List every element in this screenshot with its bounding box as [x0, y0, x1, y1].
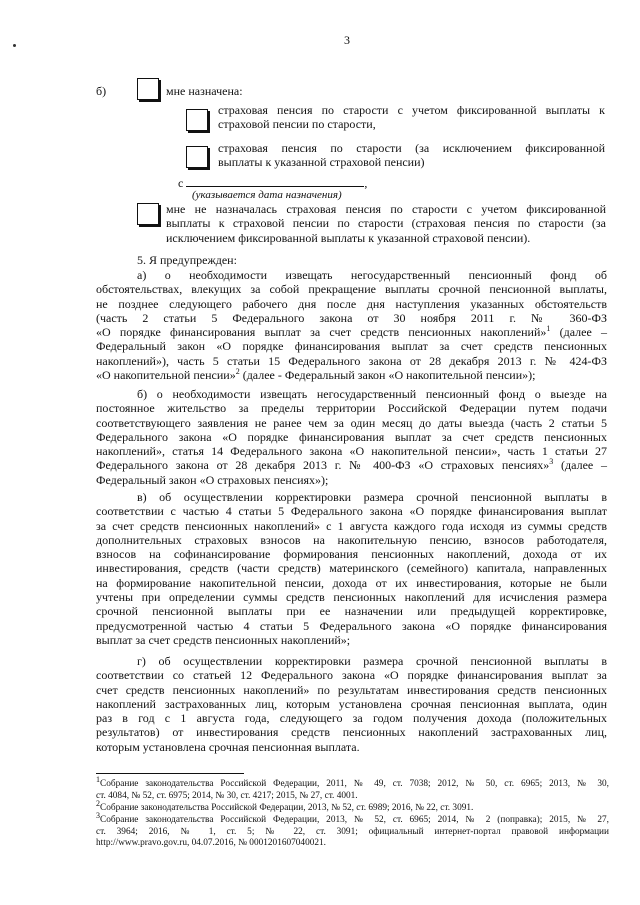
- assignment-date-field[interactable]: с ,: [178, 176, 368, 190]
- paragraph-b: б) о необходимости извещать негосударственный пенсионный фонд о выезде на постоянное жительство за пределы территории Российской Федерации путем подачи соответствующего заявления не ранее чем за один месяц до даты выезда (часть 2 статьи 5 Федерального закона «О порядке финансирования выплат за счет средств пенсионных накоплений», статья 14 Федерального закона «О накопительной пенсии», часть 1 статьи 27 Федерального закона от 28 декабря 2013 г. № 400-ФЗ «О страховых пенсиях»$^3$ (далее – Федеральный закон «О страховых пенсиях»);: [96, 387, 607, 487]
- not-assigned-text: мне не назначалась страховая пенсия по старости с учетом фиксированной выплаты к страховой пенсии по старости (страховая пенсия по старости (за исключением фиксированной выплаты к указанной страховой пенсии).: [166, 202, 606, 245]
- option-with-fixed-text: страховая пенсия по старости с учетом фиксированной выплаты к страховой пенсии по старости,: [218, 103, 605, 132]
- paragraph-g: г) об осуществлении корректировки размера срочной пенсионной выплаты в соответствии со статьей 12 Федерального закона «О порядке финансирования выплат за счет средств пенсионных накоплений» по результатам инвестирования средств пенсионных накоплений застрахованных лиц, которым установлена срочная пенсионная выплата, один раз в год с 1 августа года, следующего за годом получения дохода (положительных результатов) от инвестирования средств пенсионных накоплений застрахованных лиц, которым установлена срочная пенсионная выплата.: [96, 654, 607, 754]
- checkbox-option-without-fixed[interactable]: [186, 146, 208, 168]
- date-hint: (указывается дата назначения): [192, 189, 342, 201]
- checkbox-not-assigned[interactable]: [137, 203, 159, 225]
- footnote-3: $^3$Собрание законодательства Российской Федерации, 2013, № 52, ст. 6965; 2014, № 2 (поправка); 2015, № 27, ст. 3964; 2016, № 1, ст. 5; № 22, ст. 3091; официальный интернет-портал правовой информации http://www.pravo.gov.ru, 04.07.2016, № 0001201607040021.: [96, 810, 609, 849]
- section-b-label: б): [96, 84, 107, 98]
- footnote-2: $^2$Собрание законодательства Российской Федерации, 2013, № 52, ст. 6989; 2016, № 22, ст. 3091.: [96, 798, 474, 813]
- paragraph-a: а) о необходимости извещать негосударственный пенсионный фонд об обстоятельствах, влекущих за собой прекращение выплаты срочной пенсионной выплаты, не позднее следующего рабочего дня после дня наступления указанных обстоятельств (часть 2 статьи 5 Федерального закона от 30 ноября 2011 г. № 360-ФЗ «О порядке финансирования выплат за счет средств пенсионных накоплений»$^1$ (далее – Федеральный закон «О порядке финансирования выплат за счет средств пенсионных накоплений»), часть 5 статьи 15 Федерального закона от 28 декабря 2013 г. № 424-ФЗ «О накопительной пенсии»$^2$ (далее - Федеральный закон «О накопительной пенсии»);: [96, 268, 607, 383]
- paragraph-v: в) об осуществлении корректировки размера срочной пенсионной выплаты в соответствии с частью 4 статьи 5 Федерального закона «О порядке финансирования выплат за счет средств пенсионных накоплений» с 1 августа каждого года исходя из суммы средств дополнительных страховых взносов на накопительную пенсию, взносов работодателя, взносов на софинансирование формирования пенсионных накоплений, дохода от их инвестирования, средств (части средств) материнского (семейного) капитала, направленных на формирование накопительной пенсии, дохода от их инвестирования, которые не были учтены при определении суммы средств пенсионных накоплений для исчисления размера срочной пенсионной выплаты при ее назначении или предыдущей корректировке, предусмотренной частью 4 статьи 5 Федерального закона «О порядке финансирования выплат за счет средств пенсионных накоплений»;: [96, 490, 607, 647]
- page-number: 3: [344, 33, 350, 47]
- item5-title: 5. Я предупрежден:: [137, 253, 237, 267]
- footnote-separator: [96, 773, 244, 774]
- checkbox-assigned[interactable]: [137, 78, 159, 100]
- date-underline[interactable]: [186, 175, 364, 187]
- checkbox-option-with-fixed[interactable]: [186, 109, 208, 131]
- footnote-1: $^1$Собрание законодательства Российской Федерации, 2011, № 49, ст. 7038; 2012, № 50, ст. 6965; 2013, № 30, ст. 4084, № 52, ст. 6975; 2014, № 30, ст. 4217; 2015, № 27, ст. 4001.: [96, 774, 609, 801]
- option-without-fixed-text: страховая пенсия по старости (за исключением фиксированной выплаты к указанной страховой пенсии): [218, 141, 605, 170]
- assigned-label: мне назначена:: [166, 84, 243, 98]
